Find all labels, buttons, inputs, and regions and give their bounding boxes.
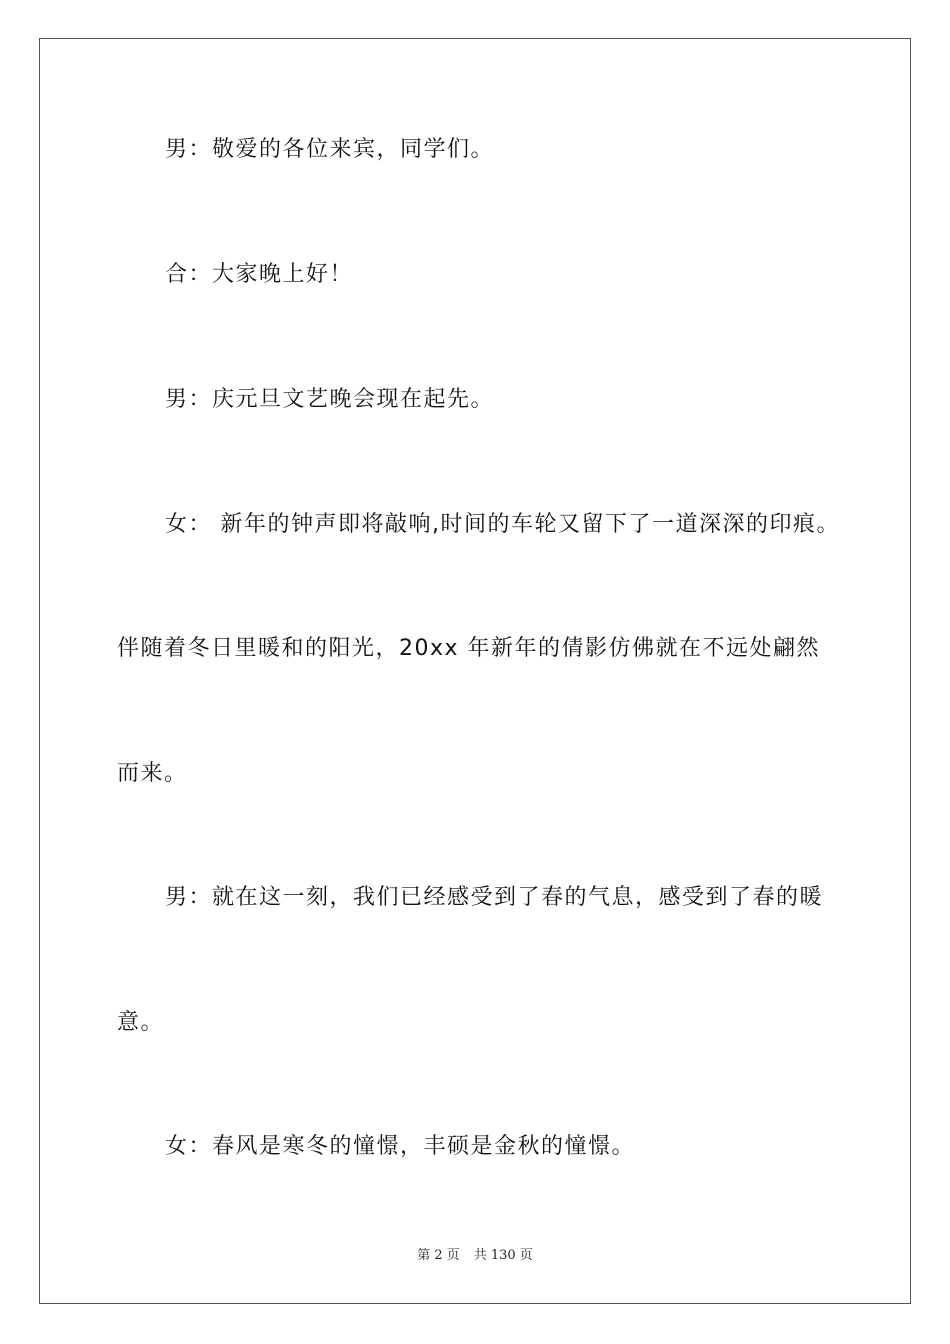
text-line-5: 伴随着冬日里暖和的阳光，20xx 年新年的倩影仿佛就在不远处翩然 [117,636,821,661]
text-line-3: 男：庆元旦文艺晚会现在起先。 [165,387,495,412]
page-frame [39,38,911,1304]
text-line-7: 男：就在这一刻，我们已经感受到了春的气息，感受到了春的暖 [165,885,824,910]
text-line-8: 意。 [117,1010,165,1035]
text-line-4: 女： 新年的钟声即将敲响,时间的车轮又留下了一道深深的印痕。 [165,512,840,537]
page-number: 第 2 页 [417,1248,460,1263]
text-line-6: 而来。 [117,761,188,786]
text-line-1: 男：敬爱的各位来宾，同学们。 [165,137,495,162]
page-total: 共 130 页 [473,1248,533,1263]
page-footer [0,1247,950,1265]
text-line-9: 女：春风是寒冬的憧憬，丰硕是金秋的憧憬。 [165,1134,636,1159]
text-line-2: 合：大家晚上好！ [165,262,354,287]
